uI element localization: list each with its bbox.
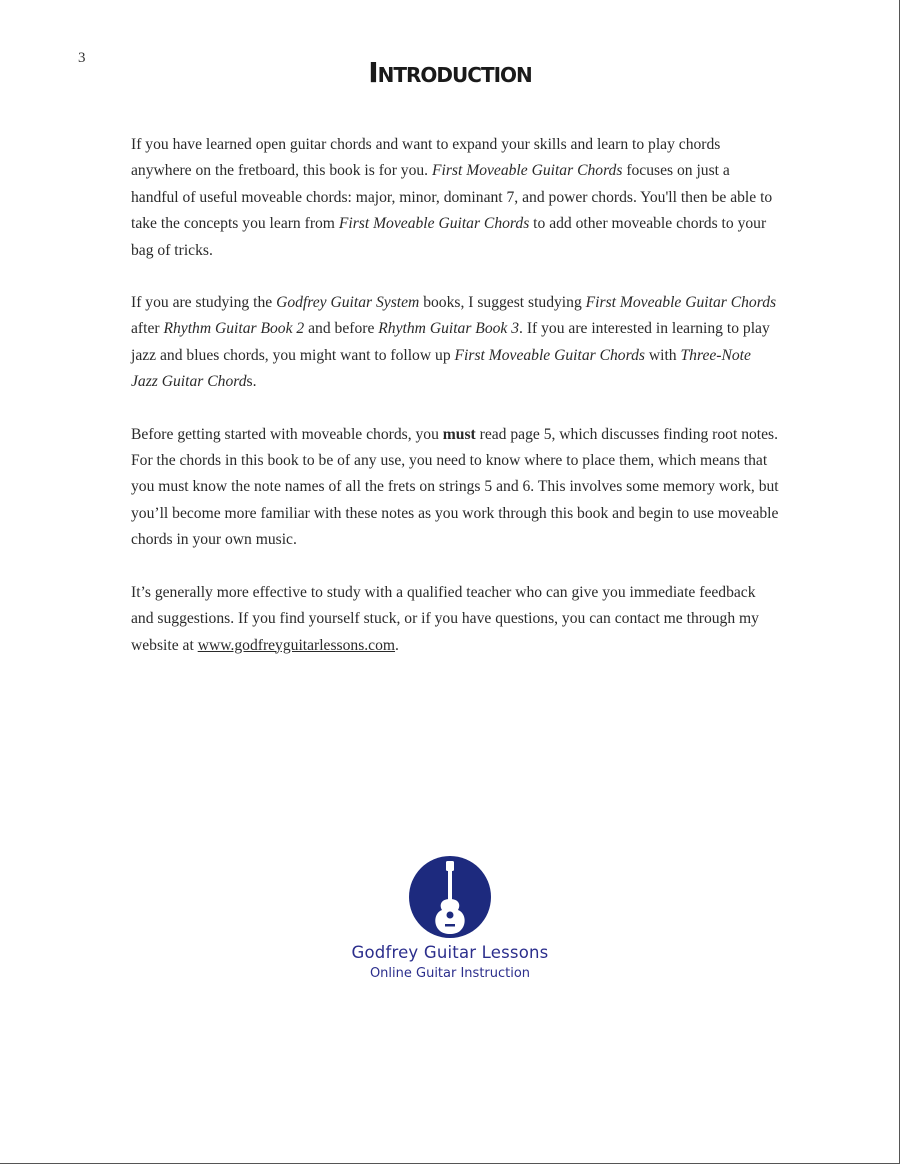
book-title: First Moveable Guitar Chords xyxy=(454,346,645,364)
book-title: First Moveable Guitar Chords xyxy=(338,215,530,233)
page-number: 3 xyxy=(78,50,86,66)
website-link[interactable]: www.godfreyguitarlessons.com xyxy=(197,636,396,654)
book-title: Three-Note Jazz Guitar Chord xyxy=(131,346,751,391)
logo-tagline: Online Guitar Instruction xyxy=(369,966,531,981)
logo-name: Godfrey Guitar Lessons xyxy=(351,943,549,962)
emphasis-must: must xyxy=(442,425,476,443)
guitar-icon xyxy=(408,855,492,939)
book-title: First Moveable Guitar Chords xyxy=(431,162,623,180)
book-title: First Moveable Guitar Chords xyxy=(585,294,777,312)
book-title: Godfrey Guitar System xyxy=(276,294,420,312)
paragraph-2: If you are studying the Godfrey Guitar System books, I suggest studying First Moveable Guitar Chords after Rhythm Guitar Book 2 and before Rhythm Guitar Book 3. If you are interested in learning to play jazz and blues chords, you might want to follow up First Moveable Guitar Chords with Three-Note Jazz Guitar Chords. xyxy=(131,294,777,391)
paragraph-3: Before getting started with moveable chords, you must read page 5, which discusses finding root notes. For the chords in this book to be of any use, you need to know where to place them, which means that you must know the note names of all the frets on strings 5 and 6. This involves some memory work, but you’ll become more familiar with these notes as you work through this book and begin to use moveable chords in your own music. xyxy=(131,425,779,549)
book-title: Rhythm Guitar Book 3 xyxy=(378,320,520,338)
paragraph-4: It’s generally more effective to study with a qualified teacher who can give you immediate feedback and suggestions. If you find yourself stuck, or if you have questions, you can contact me through my website at www.godfreyguitarlessons.com. xyxy=(131,583,759,654)
book-title: Rhythm Guitar Book 2 xyxy=(163,320,305,338)
godfrey-logo xyxy=(0,855,900,981)
page-title: Introduction xyxy=(368,56,532,89)
intro-body xyxy=(131,132,781,685)
paragraph-1: If you have learned open guitar chords and want to expand your skills and learn to play chords anywhere on the fretboard, this book is for you. First Moveable Guitar Chords focuses on just a handful of useful moveable chords: major, minor, dominant 7, and power chords. You'll then be able to take the concepts you learn from First Moveable Guitar Chords to add other moveable chords to your bag of tricks. xyxy=(131,136,773,259)
